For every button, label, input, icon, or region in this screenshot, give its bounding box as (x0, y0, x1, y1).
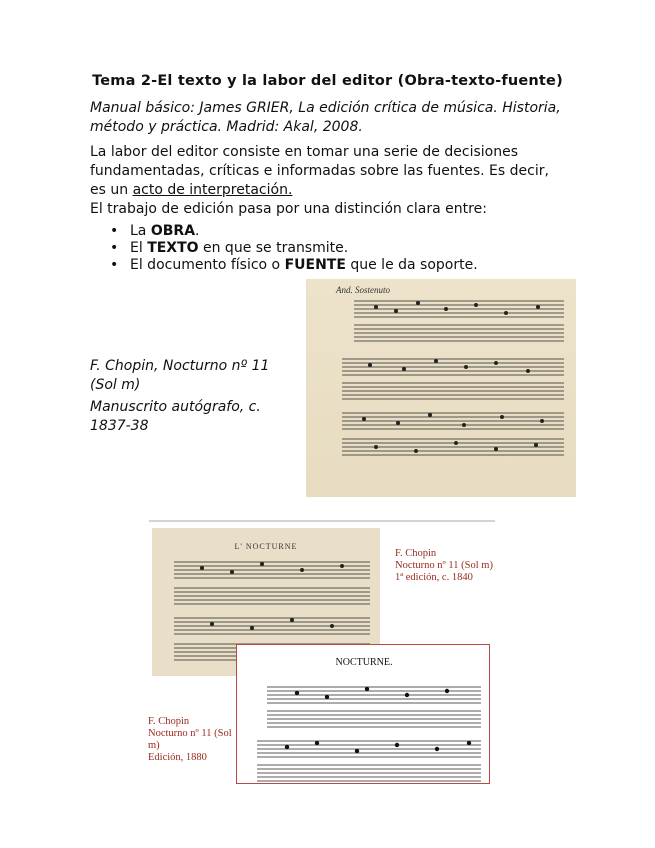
svg-text:And. Sostenuto: And. Sostenuto (336, 285, 390, 295)
manuscript-caption-title: F. Chopin, Nocturno nº 11 (Sol m) (90, 358, 270, 393)
first-edition-caption: F. Chopin Nocturno nº 11 (Sol m) 1ª edición, c. 1840 (395, 548, 493, 583)
modern-edition-image (236, 644, 490, 784)
modern-edition-caption: F. Chopin Nocturno nº 11 (Sol m) Edición, 1880 (148, 716, 232, 763)
lead-text: El trabajo de edición pasa por una distinción clara entre: (90, 201, 487, 217)
list-item: • La OBRA. (92, 223, 562, 240)
list-item: • El TEXTO en que se transmite. (92, 240, 562, 257)
interpretation-link: acto de interpretación. (132, 182, 293, 198)
distinction-list (92, 223, 562, 274)
divider (149, 520, 495, 522)
first-edition-header: L' NOCTURNE (234, 542, 298, 551)
manuscript-caption-date: Manuscrito autógrafo, c. 1837-38 (90, 399, 261, 434)
page-title: Tema 2-El texto y la labor del editor (Obra-texto-fuente) (92, 73, 563, 89)
list-item: • El documento físico o FUENTE que le da soporte. (92, 257, 562, 274)
reference-text: Manual básico: James GRIER, La edición crítica de música. Historia, método y práctica. Madrid: Akal, 2008. (90, 100, 561, 135)
modern-edition-header: NOCTURNE. (335, 657, 393, 668)
manuscript-image (306, 279, 576, 497)
intro-paragraph (90, 143, 565, 200)
intro-text: La labor del editor consiste en tomar una serie de decisiones fundamentadas, críticas e informadas sobre las fuentes. Es decir, es un (90, 144, 549, 198)
